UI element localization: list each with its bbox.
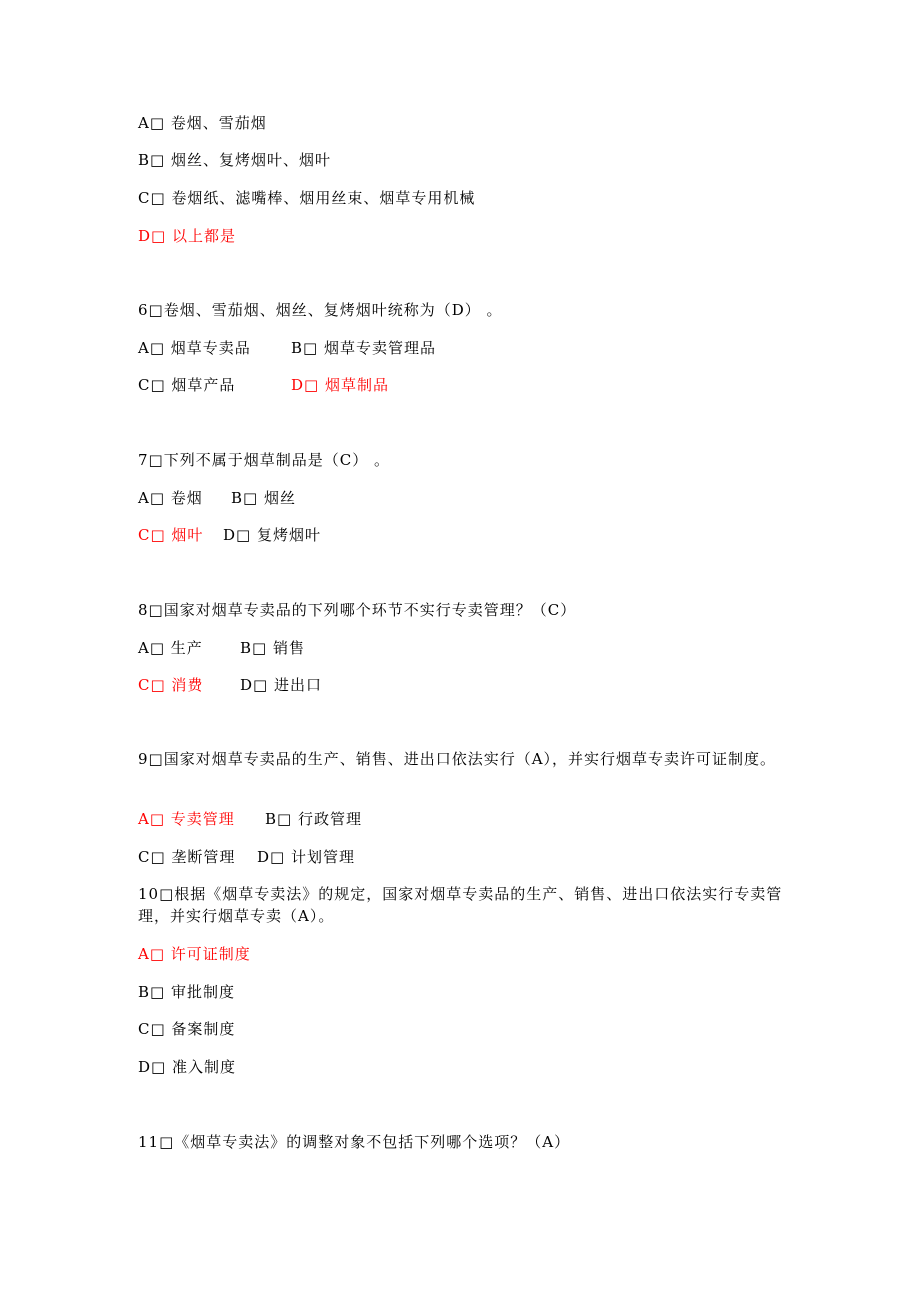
q7-question: 7□下列不属于烟草制品是（C） 。	[138, 451, 390, 469]
q9-options-row-2	[138, 845, 778, 869]
q8-option-b: B□ 销售	[240, 639, 305, 657]
q7-option-b: B□ 烟丝	[231, 489, 296, 507]
q7-option-c-answer: C□ 烟叶	[138, 526, 204, 544]
q6-option-d-answer: D□ 烟草制品	[291, 376, 389, 394]
q6-option-b: B□ 烟草专卖管理品	[291, 339, 436, 357]
q10-question: 10□根据《烟草专卖法》的规定，国家对烟草专卖品的生产、销售、进出口依法实行专卖管理，并实行烟草专卖（A）。	[138, 885, 783, 925]
q6-option-a: A□ 烟草专卖品	[138, 339, 251, 357]
q9-question: 9□国家对烟草专卖品的生产、销售、进出口依法实行（A），并实行烟草专卖许可证制度。	[138, 750, 777, 768]
q10-option-b: B□ 审批制度	[138, 983, 235, 1001]
q7-options-row-2	[138, 523, 778, 547]
q6-option-c: C□ 烟草产品	[138, 376, 236, 394]
q9-option-b: B□ 行政管理	[265, 810, 362, 828]
q10-option-d: D□ 准入制度	[138, 1058, 236, 1076]
q10-option-a-answer: A□ 许可证制度	[138, 945, 251, 963]
q9-option-d: D□ 计划管理	[257, 848, 355, 866]
q8-option-a: A□ 生产	[138, 639, 203, 657]
q7-option-d: D□ 复烤烟叶	[223, 526, 321, 544]
q10-option-c: C□ 备案制度	[138, 1020, 236, 1038]
q9-option-a-answer: A□ 专卖管理	[138, 810, 235, 828]
q8-options-row-1	[138, 636, 778, 660]
q8-question: 8□国家对烟草专卖品的下列哪个环节不实行专卖管理？（C）	[138, 601, 577, 619]
q8-option-d: D□ 进出口	[240, 676, 322, 694]
q5-option-c: C□ 卷烟纸、滤嘴棒、烟用丝束、烟草专用机械	[138, 189, 476, 207]
q8-options-row-2	[138, 673, 778, 697]
q9-option-c: C□ 垄断管理	[138, 848, 236, 866]
q5-option-b: B□ 烟丝、复烤烟叶、烟叶	[138, 151, 331, 169]
q5-option-d-answer: D□ 以上都是	[138, 227, 236, 245]
q9-options-row-1	[138, 807, 778, 831]
q11-question: 11□《烟草专卖法》的调整对象不包括下列哪个选项？（A）	[138, 1133, 571, 1151]
q7-options-row-1	[138, 486, 778, 510]
q6-question: 6□卷烟、雪茄烟、烟丝、复烤烟叶统称为（D） 。	[138, 301, 503, 319]
q7-option-a: A□ 卷烟	[138, 489, 203, 507]
q8-option-c-answer: C□ 消费	[138, 676, 204, 694]
q6-options-row-2	[138, 373, 778, 397]
q6-options-row-1	[138, 336, 778, 360]
q5-option-a: A□ 卷烟、雪茄烟	[138, 114, 267, 132]
